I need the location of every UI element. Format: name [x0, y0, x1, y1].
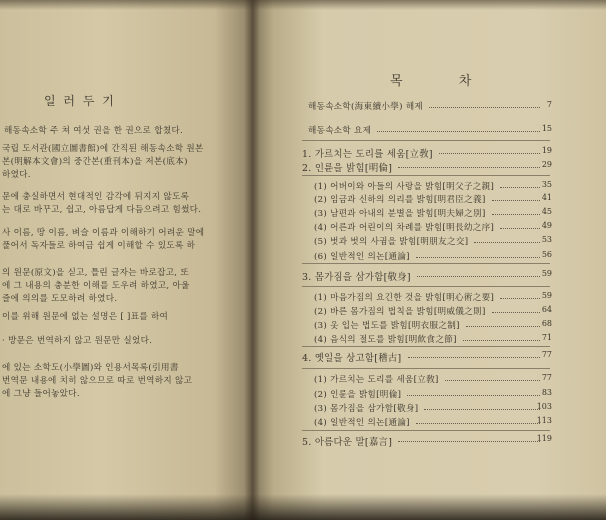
left-page-line: 사 이름, 땅 이름, 벼슬 이름과 이해하기 어려운 말에 — [2, 228, 205, 238]
toc-intro-item — [0, 124, 552, 136]
toc-entry-text: 3. 몸가짐을 삼가함[敬身] — [302, 272, 411, 283]
book-gutter — [244, 0, 260, 520]
toc-section — [0, 180, 552, 192]
toc-leader-dots — [445, 380, 540, 381]
toc-leader-dots — [424, 409, 540, 410]
toc-entry-text: (4) 음식의 절도를 밝힘[明飮食之節] — [314, 335, 457, 345]
toc-leader-dots — [429, 107, 540, 108]
toc-page-number: 15 — [541, 124, 552, 133]
toc-intro-item — [0, 100, 552, 112]
toc-title: 목 차 — [390, 74, 498, 89]
toc-entry-text: (6) 일반적인 의논[通論] — [314, 252, 410, 262]
left-page-line: 문에 충실하면서 현대적인 감각에 뒤지지 않도록 — [2, 192, 190, 202]
toc-section — [0, 305, 552, 317]
toc-page-number: 59 — [541, 291, 552, 300]
toc-leader-dots — [492, 312, 540, 313]
toc-chapter — [0, 146, 552, 160]
toc-entry-text: (2) 바른 몸가짐의 법칙을 밝힘[明威儀之則] — [314, 307, 486, 317]
toc-entry-text: (2) 임금과 신하의 의리를 밝힘[明君臣之義] — [314, 195, 486, 205]
left-page-line: 는 대로 바꾸고, 쉽고, 아름답게 다듬으려고 힘썼다. — [2, 205, 202, 215]
left-page-line: 의 원문(原文)을 싣고, 틀린 글자는 바로잡고, 또 — [2, 268, 189, 278]
toc-leader-dots — [474, 242, 540, 243]
toc-entry-text: (3) 남편과 아내의 분별을 밝힘[明夫婦之別] — [314, 209, 486, 219]
toc-entry-text: (3) 옷 입는 법도를 밝힘[明衣服之制] — [314, 321, 460, 331]
toc-section — [0, 373, 552, 385]
toc-entry-text: 1. 가르치는 도리를 세움[立敎] — [302, 149, 433, 160]
toc-page-number: 7 — [546, 100, 552, 109]
toc-section — [0, 250, 552, 262]
toc-section — [0, 291, 552, 303]
toc-leader-dots — [492, 214, 540, 215]
toc-leader-dots — [398, 167, 540, 168]
toc-leader-dots — [500, 298, 540, 299]
toc-page-number: 77 — [541, 350, 552, 359]
left-page-line: 본(明解本文會)의 중간본(重刊本)을 저본(底本) — [2, 157, 188, 167]
toc-section — [0, 235, 552, 247]
left-page-line: 풀어서 독자들로 하여금 쉽게 이해할 수 있도록 하 — [2, 241, 196, 251]
toc-entry-text: (2) 인륜을 밝힘[明倫] — [314, 390, 402, 400]
toc-page-number: 113 — [536, 416, 552, 425]
toc-entry-text: (3) 몸가짐을 삼가함[敬身] — [314, 404, 419, 414]
toc-entry-text: 5. 아름다운 말[嘉言] — [302, 437, 393, 448]
toc-entry-text: (5) 벗과 벗의 사귐을 밝힘[明朋友之交] — [314, 237, 469, 247]
toc-chapter — [0, 350, 552, 364]
left-page-line: 에 그 내용의 충분한 이해를 도우려 하였고, 아울 — [2, 281, 190, 291]
toc-section — [0, 221, 552, 233]
toc-page-number: 59 — [541, 269, 552, 278]
toc-leader-dots — [408, 357, 540, 358]
toc-entry-text: 2. 인륜을 밝힘[明倫] — [302, 163, 393, 174]
toc-leader-dots — [407, 395, 540, 396]
toc-section — [0, 207, 552, 219]
toc-entry-text: (1) 어버이와 아들의 사랑을 밝힘[明父子之親] — [314, 182, 495, 192]
left-page-line: 하였다. — [2, 170, 31, 180]
toc-leader-dots — [377, 131, 540, 132]
toc-leader-dots — [466, 326, 540, 327]
toc-page-number: 29 — [541, 160, 552, 169]
toc-page-number: 19 — [541, 146, 552, 155]
toc-section — [0, 402, 552, 414]
toc-page-number: 35 — [541, 180, 552, 189]
left-page-line: 즐에 의의를 도모하려 하였다. — [2, 294, 118, 304]
toc-section — [0, 319, 552, 331]
left-page-line: 국립 도서관(國立圖書館)에 간직된 해동속소학 원본 — [2, 144, 204, 154]
toc-separator — [302, 430, 550, 431]
toc-section — [0, 416, 552, 428]
left-page-line: 해동속소학 주 쳐 여섯 권을 한 권으로 합쳤다. — [4, 126, 184, 136]
toc-page-number: 71 — [541, 333, 552, 342]
toc-leader-dots — [398, 441, 540, 442]
left-page-title: 일 러 두 기 — [44, 94, 116, 108]
toc-chapter — [0, 269, 552, 283]
toc-page-number: 68 — [541, 319, 552, 328]
toc-entry-text: 해동속소학(海東續小學) 해제 — [308, 102, 424, 112]
toc-entry-text: 해동속소학 요제 — [308, 126, 372, 136]
toc-page-number: 49 — [541, 221, 552, 230]
toc-leader-dots — [500, 228, 540, 229]
toc-leader-dots — [416, 257, 540, 258]
toc-entry-text: (1) 마음가짐의 요긴한 것을 밝힘[明心術之要] — [314, 293, 495, 303]
toc-entry-text: 4. 옛일을 상고함[稽古] — [302, 353, 402, 364]
toc-separator — [302, 140, 550, 141]
left-page-line: 이를 위해 원문에 없는 설명은 [ ]표를 하여 — [2, 312, 169, 322]
left-page-line: 에 있는 소학도(小學圖)와 인용서목록(引用書 — [2, 363, 179, 373]
toc-page-number: 56 — [541, 250, 552, 259]
bottom-edge-shadow — [0, 494, 606, 520]
toc-chapter — [0, 434, 552, 448]
toc-entry-text: (1) 가르치는 도리를 세움[立敎] — [314, 375, 439, 385]
toc-separator — [302, 263, 550, 264]
toc-page-number: 83 — [541, 388, 552, 397]
toc-section — [0, 388, 552, 400]
toc-page-number: 41 — [541, 193, 552, 202]
toc-entry-text: (4) 일반적인 의논[通論] — [314, 418, 410, 428]
toc-separator — [302, 175, 550, 176]
toc-leader-dots — [492, 200, 540, 201]
toc-separator — [302, 286, 550, 287]
toc-separator — [302, 368, 550, 369]
top-edge-shadow — [0, 0, 606, 10]
toc-page-number: 45 — [541, 207, 552, 216]
toc-separator — [302, 346, 550, 347]
toc-page-number: 77 — [541, 373, 552, 382]
toc-page-number: 53 — [541, 235, 552, 244]
toc-leader-dots — [416, 423, 540, 424]
toc-page-number: 119 — [536, 434, 552, 443]
toc-section — [0, 193, 552, 205]
left-page-line: 에 그냥 들어놓았다. — [2, 389, 80, 399]
toc-chapter — [0, 160, 552, 174]
toc-leader-dots — [500, 187, 540, 188]
toc-section — [0, 333, 552, 345]
toc-page-number: 103 — [536, 402, 552, 411]
left-page-line: · 방문은 번역하지 않고 원문만 실었다. — [2, 336, 153, 346]
toc-leader-dots — [463, 340, 540, 341]
left-page-line: 번역문 내용에 치히 않으므로 따로 번역하지 않고 — [2, 376, 193, 386]
toc-page-number: 64 — [541, 305, 552, 314]
toc-entry-text: (4) 어른과 어린이의 차례를 밝힘[明長幼之序] — [314, 223, 495, 233]
toc-leader-dots — [417, 276, 540, 277]
toc-leader-dots — [439, 153, 540, 154]
